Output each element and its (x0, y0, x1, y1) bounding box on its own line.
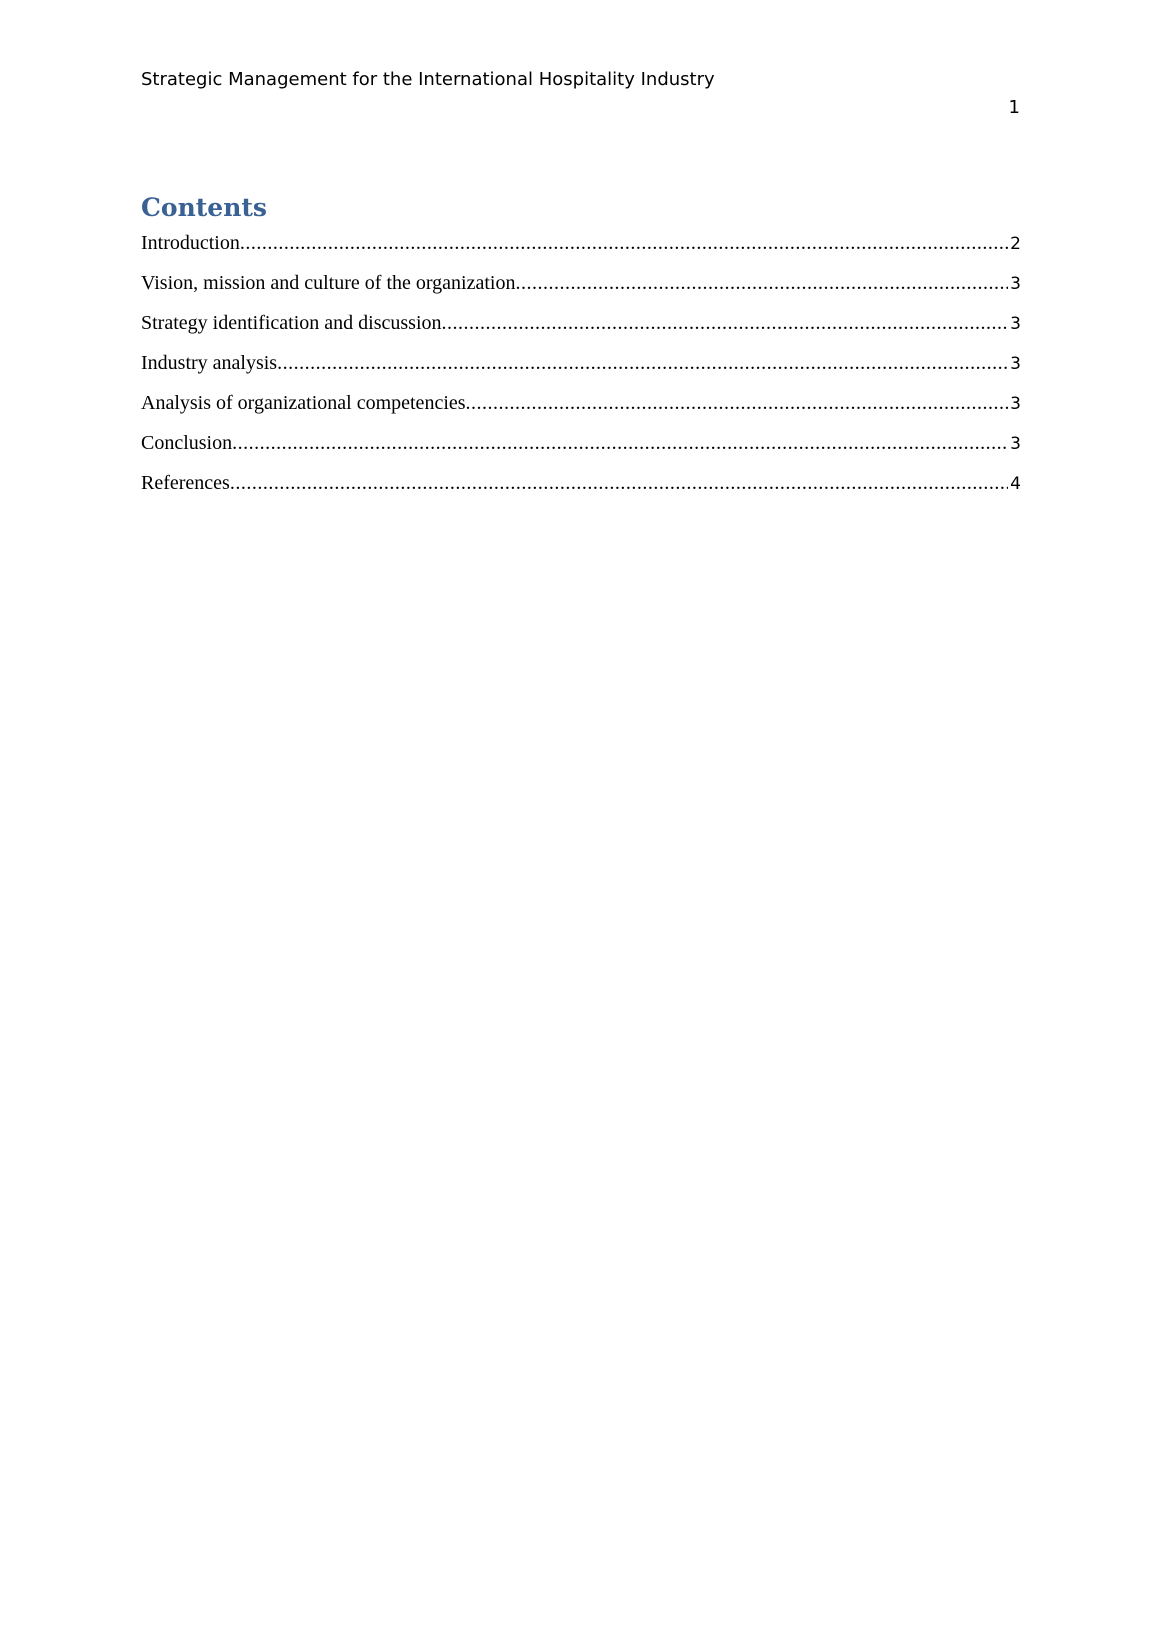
toc-entry-organizational-competencies[interactable] (141, 392, 1021, 432)
toc-entry-page: 3 (1010, 354, 1021, 374)
toc-dot-leader (277, 352, 1008, 375)
toc-entry-page: 3 (1010, 274, 1021, 294)
toc-entry-industry-analysis[interactable] (141, 352, 1021, 392)
toc-entry-title: Strategy identification and discussion (141, 312, 442, 334)
toc-entry-title: Introduction (141, 232, 240, 254)
page-number: 1 (1008, 97, 1020, 118)
toc-entry-title: Analysis of organizational competencies (141, 392, 466, 414)
toc-heading: Contents (141, 193, 268, 222)
toc-entry-vision-mission-culture[interactable] (141, 272, 1021, 312)
toc-dot-leader (232, 432, 1008, 455)
toc-entry-page: 3 (1010, 394, 1021, 414)
table-of-contents (141, 232, 1021, 512)
toc-entry-page: 3 (1010, 434, 1021, 454)
toc-entry-title: References (141, 472, 230, 494)
toc-entry-page: 3 (1010, 314, 1021, 334)
toc-entry-conclusion[interactable] (141, 432, 1021, 472)
toc-entry-strategy-identification[interactable] (141, 312, 1021, 352)
toc-dot-leader (230, 472, 1008, 495)
toc-entry-title: Industry analysis (141, 352, 278, 374)
running-header: Strategic Management for the International Hospitality Industry (141, 69, 715, 90)
toc-dot-leader (466, 392, 1009, 415)
toc-entry-title: Vision, mission and culture of the organization (141, 272, 516, 294)
toc-entry-introduction[interactable] (141, 232, 1021, 272)
toc-dot-leader (240, 232, 1008, 255)
toc-dot-leader (442, 312, 1009, 335)
toc-entry-page: 2 (1010, 234, 1021, 254)
toc-entry-references[interactable] (141, 472, 1021, 512)
toc-entry-title: Conclusion (141, 432, 233, 454)
toc-entry-page: 4 (1010, 474, 1021, 494)
toc-dot-leader (515, 272, 1008, 295)
